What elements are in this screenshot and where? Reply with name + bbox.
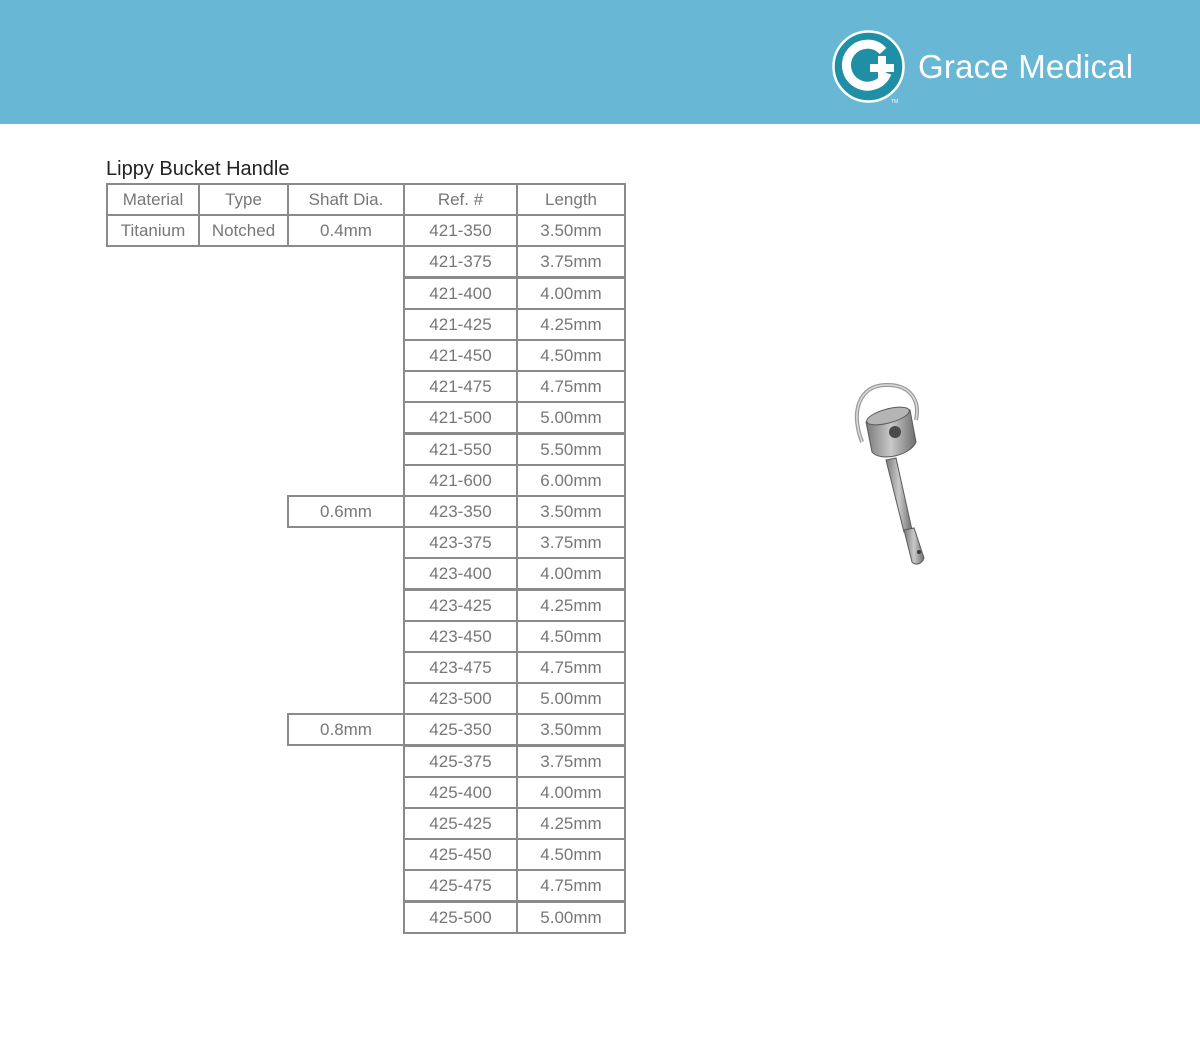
ref-cell: 423-500: [403, 682, 518, 715]
ref-cell: 425-350: [403, 713, 518, 746]
length-cell: 3.75mm: [516, 245, 626, 278]
length-cell: 5.00mm: [516, 401, 626, 434]
length-cell: 4.75mm: [516, 651, 626, 684]
length-cell: 3.75mm: [516, 526, 626, 559]
shaft-dia-header: Shaft Dia.: [287, 183, 405, 216]
length-cell: 3.50mm: [516, 214, 626, 247]
ref-cell: 421-500: [403, 401, 518, 434]
ref-cell: 421-375: [403, 245, 518, 278]
length-cell: 4.00mm: [516, 277, 626, 310]
length-cell: 6.00mm: [516, 464, 626, 497]
ref-cell: 423-425: [403, 589, 518, 622]
bucket-handle-prosthesis-icon: [840, 380, 950, 570]
length-cell: 4.25mm: [516, 589, 626, 622]
ref-cell: 421-450: [403, 339, 518, 372]
length-cell: 5.00mm: [516, 901, 626, 934]
type-header: Type: [198, 183, 289, 216]
length-cell: 4.00mm: [516, 557, 626, 590]
brand-name: Grace Medical: [918, 48, 1134, 85]
grace-medical-logo-icon: [831, 29, 906, 104]
ref-cell: 421-400: [403, 277, 518, 310]
shaft-dia-cell: 0.8mm: [287, 713, 405, 746]
ref-cell: 423-400: [403, 557, 518, 590]
ref-cell: 421-600: [403, 464, 518, 497]
material-cell: Titanium: [106, 214, 200, 247]
ref-header: Ref. #: [403, 183, 518, 216]
length-cell: 5.00mm: [516, 682, 626, 715]
ref-cell: 421-475: [403, 370, 518, 403]
ref-cell: 423-375: [403, 526, 518, 559]
shaft-dia-cell: 0.4mm: [287, 214, 405, 247]
ref-cell: 425-500: [403, 901, 518, 934]
material-header: Material: [106, 183, 200, 216]
shaft-dia-cell: 0.6mm: [287, 495, 405, 528]
type-cell: Notched: [198, 214, 289, 247]
ref-cell: 421-350: [403, 214, 518, 247]
length-cell: 4.00mm: [516, 776, 626, 809]
length-cell: 4.25mm: [516, 807, 626, 840]
ref-cell: 425-425: [403, 807, 518, 840]
ref-cell: 425-450: [403, 838, 518, 871]
ref-cell: 425-400: [403, 776, 518, 809]
length-cell: 5.50mm: [516, 433, 626, 466]
page-title: Lippy Bucket Handle: [106, 158, 290, 180]
length-cell: 4.75mm: [516, 869, 626, 902]
ref-cell: 423-475: [403, 651, 518, 684]
ref-cell: 421-550: [403, 433, 518, 466]
length-cell: 3.75mm: [516, 745, 626, 778]
length-cell: 4.25mm: [516, 308, 626, 341]
length-cell: 4.50mm: [516, 838, 626, 871]
ref-cell: 421-425: [403, 308, 518, 341]
length-cell: 3.50mm: [516, 495, 626, 528]
length-cell: 3.50mm: [516, 713, 626, 746]
length-header: Length: [516, 183, 626, 216]
length-cell: 4.50mm: [516, 339, 626, 372]
ref-cell: 423-450: [403, 620, 518, 653]
length-cell: 4.50mm: [516, 620, 626, 653]
ref-cell: 423-350: [403, 495, 518, 528]
svg-text:TM: TM: [891, 99, 899, 104]
length-cell: 4.75mm: [516, 370, 626, 403]
ref-cell: 425-375: [403, 745, 518, 778]
ref-cell: 425-475: [403, 869, 518, 902]
